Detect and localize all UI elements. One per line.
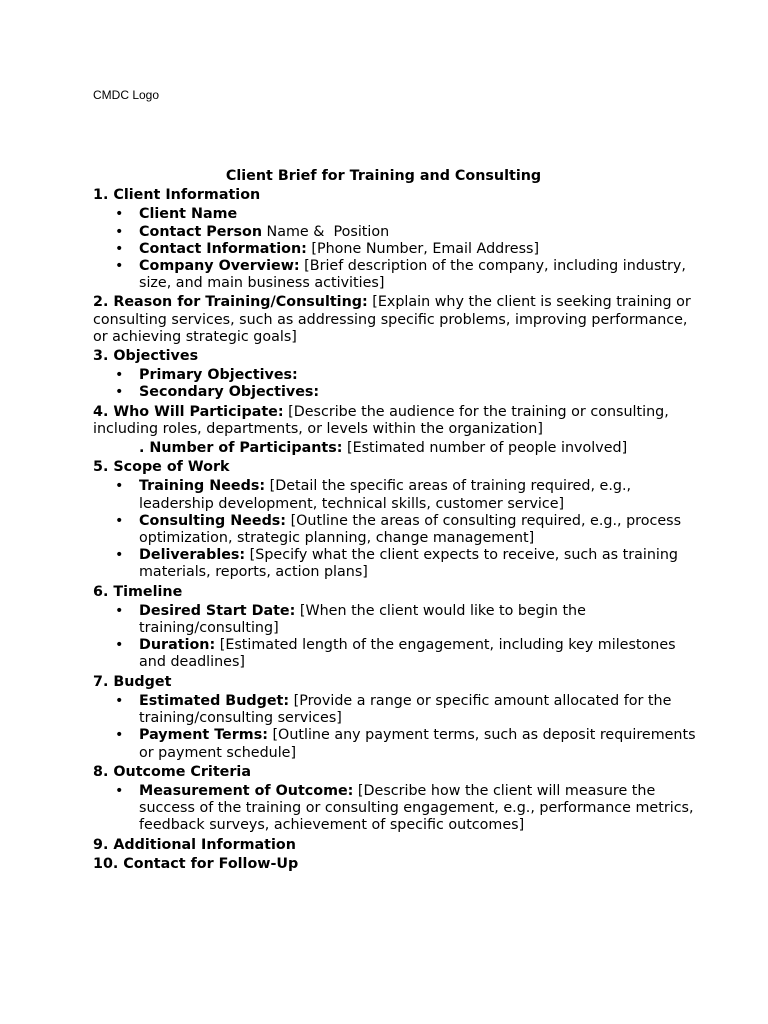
bullet: •	[115, 223, 124, 240]
section-heading-outcome-criteria: 8. Outcome Criteria	[93, 763, 251, 780]
item-text: [Outline the areas of consulting required, e.g., process optimization, strategic planning, change management]	[139, 512, 682, 547]
item-text: Name & Position	[262, 223, 390, 240]
section-heading-timeline: 6. Timeline	[93, 583, 183, 600]
item-label: Deliverables:	[139, 547, 246, 564]
objectives-list	[93, 367, 703, 401]
item-label: Contact Information:	[139, 240, 307, 257]
item-text: [Detail the specific areas of training required, e.g., leadership development, technical skills, customer service]	[139, 478, 632, 512]
bullet: •	[115, 206, 124, 223]
item-text: [Phone Number, Email Address]	[306, 240, 540, 257]
section-text-reason: [Explain why the client is seeking training or consulting services, such as addressing specific problems, improving performance, or achieving strategic goals]	[93, 294, 691, 345]
number-of-participants	[93, 440, 703, 457]
item-text: [Specify what the client expects to receive, such as training materials, reports, action plans]	[139, 547, 678, 581]
section-heading-objectives: 3. Objectives	[93, 348, 199, 365]
item-label: Duration:	[139, 637, 216, 654]
section-heading-participants: 4. Who Will Participate:	[93, 403, 284, 420]
list-item	[93, 206, 703, 223]
timeline-list	[93, 603, 703, 672]
item-text: [Outline any payment terms, such as deposit requirements or payment schedule]	[139, 727, 696, 761]
section-who-will-participate	[93, 404, 703, 438]
company-logo-text: CMDC Logo	[93, 88, 160, 102]
item-label: Training Needs:	[139, 478, 266, 495]
item-label: Primary Objectives:	[139, 367, 298, 384]
participants-count-text: [Estimated number of people involved]	[342, 440, 628, 457]
bullet: •	[115, 478, 124, 495]
item-label: Contact Person	[139, 223, 262, 240]
scope-of-work-list	[93, 478, 703, 581]
bullet: •	[115, 240, 124, 257]
item-label: Desired Start Date:	[139, 602, 296, 619]
item-text: [Provide a range or specific amount allocated for the training/consulting services]	[139, 692, 672, 727]
list-item	[93, 637, 703, 671]
list-item	[93, 693, 703, 727]
document-body	[93, 168, 703, 875]
item-label: Measurement of Outcome:	[139, 782, 354, 799]
bullet: •	[115, 692, 124, 709]
bullet: •	[115, 602, 124, 619]
section-reason-for-training	[93, 294, 703, 346]
bullet: •	[115, 637, 124, 654]
section-heading-reason: 2. Reason for Training/Consulting:	[93, 294, 368, 311]
item-label: Company Overview:	[139, 258, 300, 275]
list-item	[93, 258, 703, 292]
document-title: Client Brief for Training and Consulting	[225, 168, 542, 184]
bullet: •	[115, 258, 124, 275]
section-heading-budget: 7. Budget	[93, 673, 172, 690]
outcome-criteria-list	[93, 783, 703, 835]
section-text-participants: [Describe the audience for the training or consulting, including roles, departments, or levels within the organization]	[93, 403, 669, 437]
item-text: [When the client would like to begin the training/consulting]	[139, 602, 586, 637]
item-text: [Estimated length of the engagement, including key milestones and deadlines]	[139, 637, 676, 671]
budget-list	[93, 693, 703, 762]
list-item	[93, 727, 703, 761]
list-item	[93, 478, 703, 512]
item-label: Payment Terms:	[139, 727, 268, 744]
list-item	[93, 224, 703, 241]
bullet: •	[115, 547, 124, 564]
bullet: •	[115, 367, 124, 384]
item-label: Consulting Needs:	[139, 512, 287, 529]
list-item	[93, 241, 703, 258]
list-item	[93, 367, 703, 384]
list-item	[93, 384, 703, 401]
bullet: •	[115, 512, 124, 529]
section-heading-scope-of-work: 5. Scope of Work	[93, 459, 230, 476]
item-text: [Describe how the client will measure the success of the training or consulting engagement, e.g., performance metrics, feedback surveys, achievement of specific outcomes]	[139, 782, 694, 834]
item-text: [Brief description of the company, including industry, size, and main business activities]	[139, 258, 686, 292]
list-item	[93, 783, 703, 835]
list-item	[93, 513, 703, 547]
bullet: •	[115, 384, 124, 401]
item-label: Secondary Objectives:	[139, 384, 320, 401]
section-heading-contact-follow-up: 10. Contact for Follow-Up	[93, 855, 299, 872]
list-item	[93, 547, 703, 581]
bullet: •	[115, 782, 124, 799]
section-heading-client-information: 1. Client Information	[93, 187, 261, 204]
item-label: Estimated Budget:	[139, 692, 290, 709]
list-item	[93, 603, 703, 637]
bullet: •	[115, 727, 124, 744]
participants-count-label: . Number of Participants:	[139, 440, 343, 457]
item-label: Client Name	[139, 206, 238, 223]
client-information-list	[93, 206, 703, 292]
section-heading-additional-information: 9. Additional Information	[93, 836, 296, 853]
